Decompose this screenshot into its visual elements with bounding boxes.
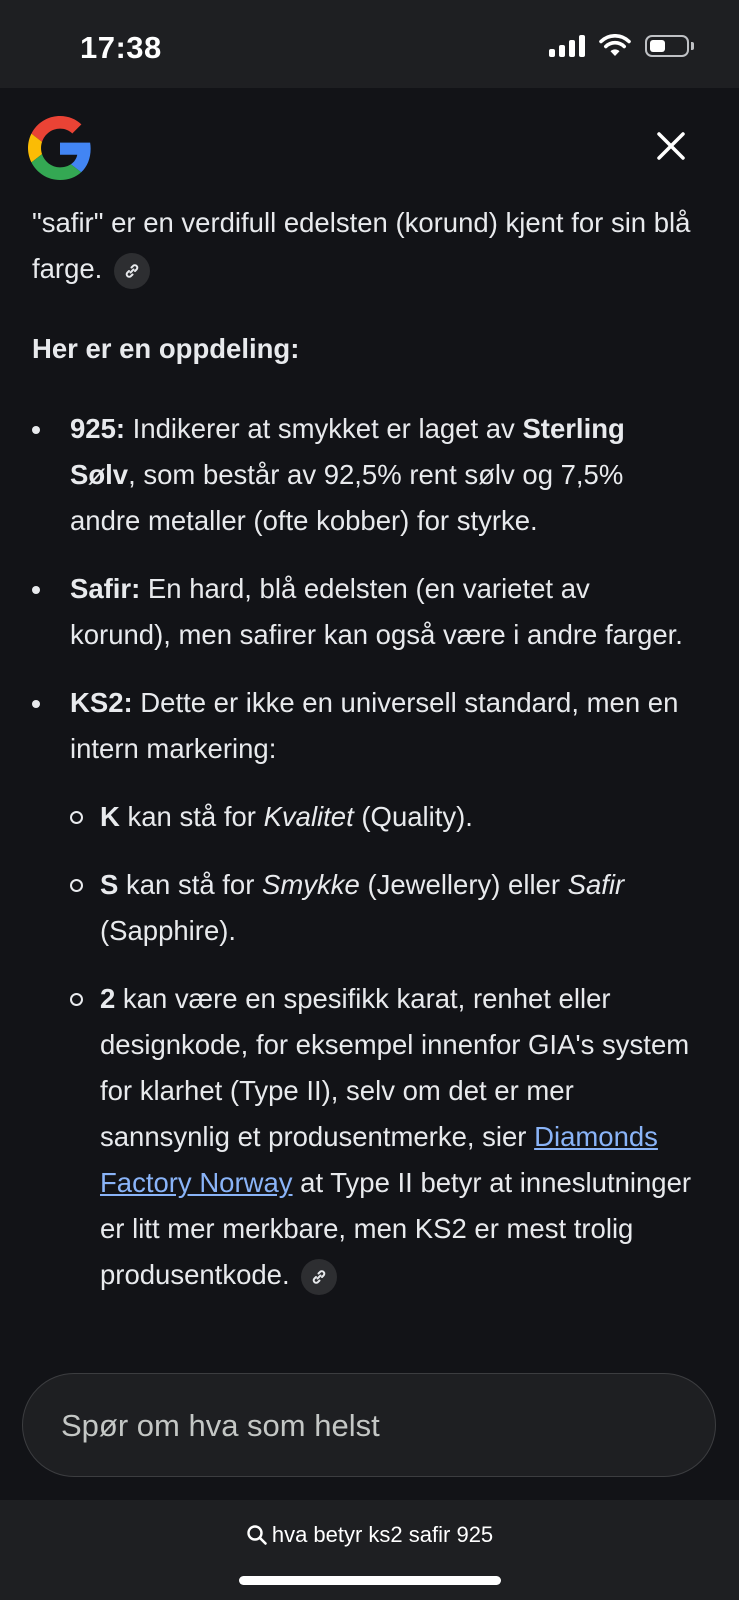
cellular-signal-icon bbox=[549, 35, 585, 57]
wifi-icon bbox=[599, 34, 631, 58]
source-link-chip[interactable] bbox=[114, 253, 150, 289]
sub-item-2 bbox=[70, 976, 692, 1298]
search-query-chip[interactable] bbox=[0, 1522, 739, 1548]
sub-item-s bbox=[70, 862, 692, 954]
source-link-chip[interactable] bbox=[301, 1259, 337, 1295]
ask-input-box[interactable] bbox=[22, 1373, 716, 1477]
sub-item-k bbox=[70, 794, 692, 840]
item-italic-text: Kvalitet bbox=[263, 801, 354, 832]
google-g-icon bbox=[28, 116, 92, 180]
breakdown-list bbox=[32, 406, 692, 1298]
item-text: Dette er ikke en universell standard, men en intern markering: bbox=[70, 687, 679, 764]
item-text: (Jewellery) eller bbox=[359, 869, 568, 900]
close-icon[interactable] bbox=[651, 126, 691, 166]
ks2-sublist bbox=[70, 794, 692, 1298]
letter-label: 2 bbox=[100, 983, 116, 1014]
battery-icon bbox=[645, 35, 689, 57]
list-item-safir bbox=[32, 566, 692, 658]
ask-input[interactable] bbox=[59, 1402, 663, 1450]
list-item-ks2 bbox=[32, 680, 692, 1298]
list-item-925 bbox=[32, 406, 692, 544]
search-query-text: hva betyr ks2 safir 925 bbox=[271, 1522, 494, 1547]
item-text: (Sapphire). bbox=[100, 915, 237, 946]
intro-text: "safir" er en verdifull edelsten (korund) kjent for sin blå farge. bbox=[32, 207, 691, 284]
link-icon bbox=[123, 262, 141, 280]
status-icons bbox=[549, 34, 689, 58]
diamonds-factory-link[interactable]: Diamonds Factory Norway bbox=[100, 1121, 658, 1198]
answer-content bbox=[32, 200, 692, 1320]
intro-paragraph bbox=[32, 200, 692, 292]
item-text: (Quality). bbox=[353, 801, 473, 832]
status-time: 17:38 bbox=[80, 30, 162, 65]
item-text: En hard, blå edelsten (en varietet av korund), men safirer kan også være i andre farger. bbox=[70, 573, 683, 650]
term-label: 925: bbox=[70, 413, 126, 444]
bottom-bar bbox=[0, 1500, 739, 1600]
letter-label: K bbox=[100, 801, 120, 832]
item-text: Indikerer at smykket er laget av bbox=[125, 413, 523, 444]
status-bar bbox=[0, 0, 739, 88]
item-text: kan stå for bbox=[119, 801, 264, 832]
term-label: Safir: bbox=[70, 573, 141, 604]
item-text: kan være en spesifikk karat, renhet eller designkode, for eksempel innenfor GIA's system for klarhet (Type II), selv om det er mer sannsynlig et produsentmerke, sier bbox=[100, 983, 690, 1152]
breakdown-heading: Her er en oppdeling: bbox=[32, 333, 300, 364]
item-bold-text: Sterling Sølv bbox=[70, 413, 625, 490]
link-icon bbox=[310, 1268, 328, 1286]
home-indicator[interactable] bbox=[239, 1576, 501, 1585]
term-label: KS2: bbox=[70, 687, 133, 718]
letter-label: S bbox=[100, 869, 119, 900]
item-italic-text: Safir bbox=[567, 869, 625, 900]
item-text: kan stå for bbox=[118, 869, 263, 900]
item-text: at Type II betyr at inneslutninger er litt mer merkbare, men KS2 er mest trolig produsentkode. bbox=[100, 1167, 692, 1290]
ai-answer-sheet bbox=[0, 88, 739, 1500]
item-italic-text: Smykke bbox=[262, 869, 360, 900]
item-text: , som består av 92,5% rent sølv og 7,5% andre metaller (ofte kobber) for styrke. bbox=[70, 459, 624, 536]
search-icon bbox=[246, 1524, 268, 1546]
